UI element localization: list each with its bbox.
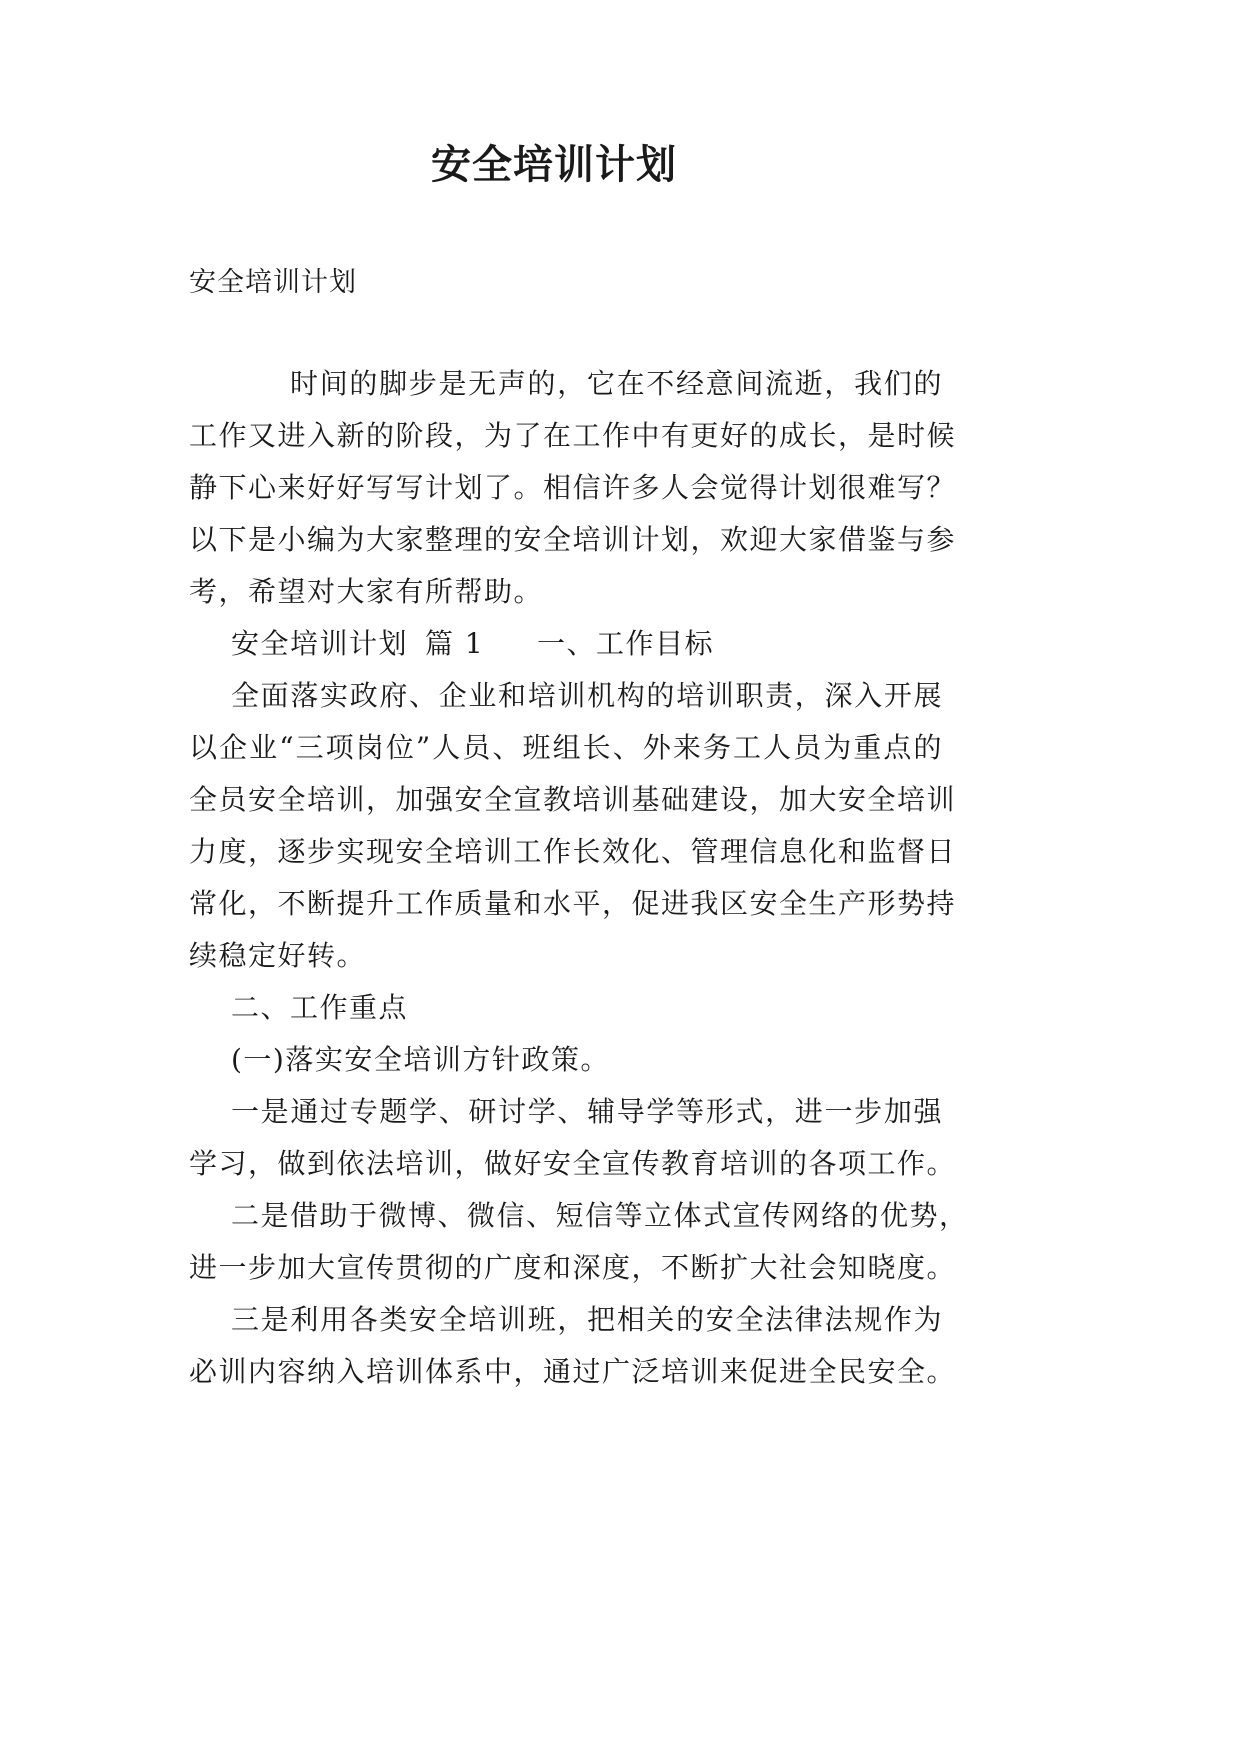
intro-line: 考，希望对大家有所帮助。 <box>189 575 544 608</box>
section-part-number: 篇 1 <box>425 627 485 660</box>
document-body <box>189 358 969 1398</box>
section-heading: 一、工作目标 <box>537 627 715 660</box>
goal-line: 全员安全培训，加强安全宣教培训基础建设，加大安全培训 <box>189 783 957 816</box>
item-line: 三是利用各类安全培训班，把相关的安全法律法规作为 <box>231 1303 943 1336</box>
intro-line: 以下是小编为大家整理的安全培训计划，欢迎大家借鉴与参 <box>189 523 957 556</box>
sub-heading: (一)落实安全培训方针政策。 <box>231 1043 610 1076</box>
item-line: 二是借助于微博、微信、短信等立体式宣传网络的优势， <box>231 1199 969 1232</box>
intro-line: 静下心来好好写写计划了。相信许多人会觉得计划很难写？ <box>189 471 957 504</box>
item-line: 进一步加大宣传贯彻的广度和深度，不断扩大社会知晓度。 <box>189 1251 957 1284</box>
item-line: 学习，做到依法培训，做好安全宣传教育培训的各项工作。 <box>189 1147 957 1180</box>
section-doc-name: 安全培训计划 <box>231 627 409 660</box>
goal-line: 以企业“三项岗位”人员、班组长、外来务工人员为重点的 <box>189 731 943 764</box>
focus-heading: 二、工作重点 <box>231 991 409 1024</box>
document-subtitle: 安全培训计划 <box>189 267 357 298</box>
intro-line: 时间的脚步是无声的，它在不经意间流逝，我们的 <box>290 367 943 400</box>
document-title: 安全培训计划 <box>431 141 677 188</box>
item-line: 必训内容纳入培训体系中，通过广泛培训来促进全民安全。 <box>189 1355 957 1388</box>
item-line: 一是通过专题学、研讨学、辅导学等形式，进一步加强 <box>231 1095 943 1128</box>
goal-line: 全面落实政府、企业和培训机构的培训职责，深入开展 <box>231 679 943 712</box>
goal-line: 续稳定好转。 <box>189 939 367 972</box>
goal-line: 常化，不断提升工作质量和水平，促进我区安全生产形势持 <box>189 887 957 920</box>
section-heading-line <box>189 618 943 670</box>
intro-line: 工作又进入新的阶段，为了在工作中有更好的成长，是时候 <box>189 419 957 452</box>
goal-line: 力度，逐步实现安全培训工作长效化、管理信息化和监督日 <box>189 835 957 868</box>
